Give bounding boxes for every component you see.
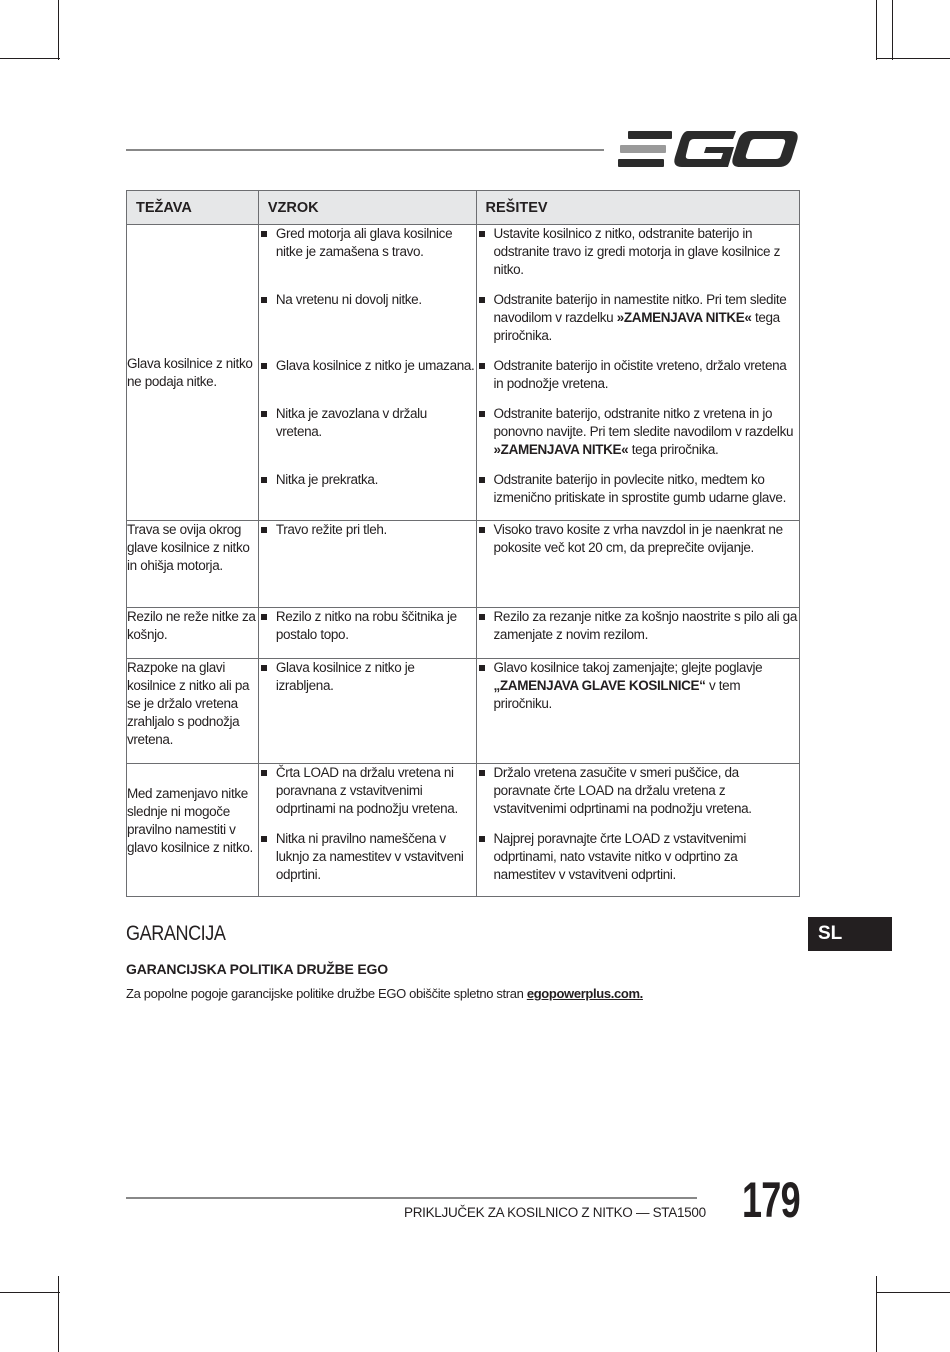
cause-cell bbox=[258, 608, 476, 659]
page-number: 179 bbox=[742, 1172, 800, 1228]
crop-mark bbox=[876, 0, 877, 60]
warranty-subheading: GARANCIJSKA POLITIKA DRUŽBE EGO bbox=[126, 961, 388, 977]
warranty-link[interactable]: egopowerplus.com. bbox=[526, 986, 643, 1001]
cause-cell bbox=[258, 659, 476, 764]
solution-cell bbox=[476, 659, 799, 764]
crop-mark bbox=[0, 1292, 60, 1293]
footer-title: PRIKLJUČEK ZA KOSILNICO Z NITKO — STA1500 bbox=[404, 1205, 706, 1220]
footer-rule bbox=[126, 1197, 697, 1199]
solution-cell bbox=[476, 764, 799, 897]
language-tab: SL bbox=[808, 917, 892, 951]
solution-item: Držalo vretena zasučite v smeri puščice, da poravnate črte LOAD na držalu vretena z vstavitvenimi odprtinami na podnožju vretena. bbox=[477, 764, 799, 818]
solution-item: Glavo kosilnice takoj zamenjajte; glejte poglavje „ZAMENJAVA GLAVE KOSILNICE“ v tem priročniku. bbox=[477, 659, 799, 713]
cause-item: Glava kosilnice z nitko je izrabljena. bbox=[259, 659, 476, 695]
solution-item: Odstranite baterijo in očistite vreteno, držalo vretena in podnožje vretena. bbox=[477, 357, 799, 393]
header-solution: REŠITEV bbox=[476, 191, 799, 225]
cause-cell bbox=[258, 764, 476, 897]
header-problem: TEŽAVA bbox=[127, 191, 259, 225]
header-cause: VZROK bbox=[258, 191, 476, 225]
table-row bbox=[127, 225, 800, 521]
cause-item: Gred motorja ali glava kosilnice nitke je zamašena s travo. bbox=[259, 225, 476, 279]
cause-item: Glava kosilnice z nitko je umazana. bbox=[259, 357, 476, 393]
crop-mark bbox=[58, 1276, 59, 1352]
problem-cell: Glava kosilnice z nitko ne podaja nitke. bbox=[127, 225, 259, 521]
solution-item: Odstranite baterijo in namestite nitko. Pri tem sledite navodilom v razdelku »ZAMENJAVA NITKE« tega priročnika. bbox=[477, 291, 799, 345]
cause-item: Črta LOAD na držalu vretena ni poravnana z vstavitvenimi odprtinami na podnožju vretena. bbox=[259, 764, 476, 818]
cause-item: Na vretenu ni dovolj nitke. bbox=[259, 291, 476, 345]
crop-mark bbox=[0, 58, 60, 59]
solution-cell bbox=[476, 608, 799, 659]
crop-mark bbox=[876, 58, 950, 59]
problem-cell: Rezilo ne reže nitke za košnjo. bbox=[127, 608, 259, 659]
header-rule bbox=[126, 149, 604, 151]
troubleshooting-table bbox=[126, 190, 800, 897]
solution-item: Odstranite baterijo in povlecite nitko, medtem ko izmenično pritiskate in sprostite gumb udarne glave. bbox=[477, 471, 799, 507]
solution-cell bbox=[476, 225, 799, 521]
warranty-text: Za popolne pogoje garancijske politike družbe EGO obiščite spletno stran egopowerplus.com. bbox=[126, 986, 643, 1001]
crop-mark bbox=[876, 1292, 950, 1293]
cause-item: Nitka je zavozlana v držalu vretena. bbox=[259, 405, 476, 459]
solution-item: Najprej poravnajte črte LOAD z vstavitvenimi odprtinami, nato vstavite nitko v odprtino za namestitev v vstavitveni odprtini. bbox=[477, 830, 799, 884]
cause-cell bbox=[258, 225, 476, 521]
cause-item: Nitka ni pravilno nameščena v luknjo za namestitev v vstavitveni odprtini. bbox=[259, 830, 476, 884]
solution-item: Odstranite baterijo, odstranite nitko z vretena in jo ponovno navijte. Pri tem sledite navodilom v razdelku »ZAMENJAVA NITKE« tega priročnika. bbox=[477, 405, 799, 459]
solution-item: Rezilo za rezanje nitke za košnjo naostrite s pilo ali ga zamenjate z novim rezilom. bbox=[477, 608, 799, 644]
table-row bbox=[127, 659, 800, 764]
cause-cell bbox=[258, 521, 476, 608]
warranty-heading: GARANCIJA bbox=[126, 922, 226, 945]
problem-cell: Trava se ovija okrog glave kosilnice z nitko in ohišja motorja. bbox=[127, 521, 259, 608]
cause-item: Travo režite pri tleh. bbox=[259, 521, 476, 539]
table-header-row bbox=[127, 191, 800, 225]
table-row bbox=[127, 764, 800, 897]
problem-cell: Razpoke na glavi kosilnice z nitko ali pa se je držalo vretena zrahljalo s podnožja vretena. bbox=[127, 659, 259, 764]
cause-item: Rezilo z nitko na robu ščitnika je postalo topo. bbox=[259, 608, 476, 644]
solution-item: Visoko travo kosite z vrha navzdol in je naenkrat ne pokosite več kot 20 cm, da preprečite ovijanje. bbox=[477, 521, 799, 557]
cause-item: Nitka je prekratka. bbox=[259, 471, 476, 507]
table-row bbox=[127, 608, 800, 659]
table-row bbox=[127, 521, 800, 608]
crop-mark bbox=[876, 1276, 877, 1352]
crop-mark bbox=[892, 0, 893, 60]
problem-cell: Med zamenjavo nitke slednje ni mogoče pravilno namestiti v glavo kosilnice z nitko. bbox=[127, 764, 259, 897]
crop-mark bbox=[58, 0, 59, 60]
solution-cell bbox=[476, 521, 799, 608]
ego-logo bbox=[618, 128, 800, 170]
solution-item: Ustavite kosilnico z nitko, odstranite baterijo in odstranite travo iz gredi motorja in glave kosilnice z nitko. bbox=[477, 225, 799, 279]
